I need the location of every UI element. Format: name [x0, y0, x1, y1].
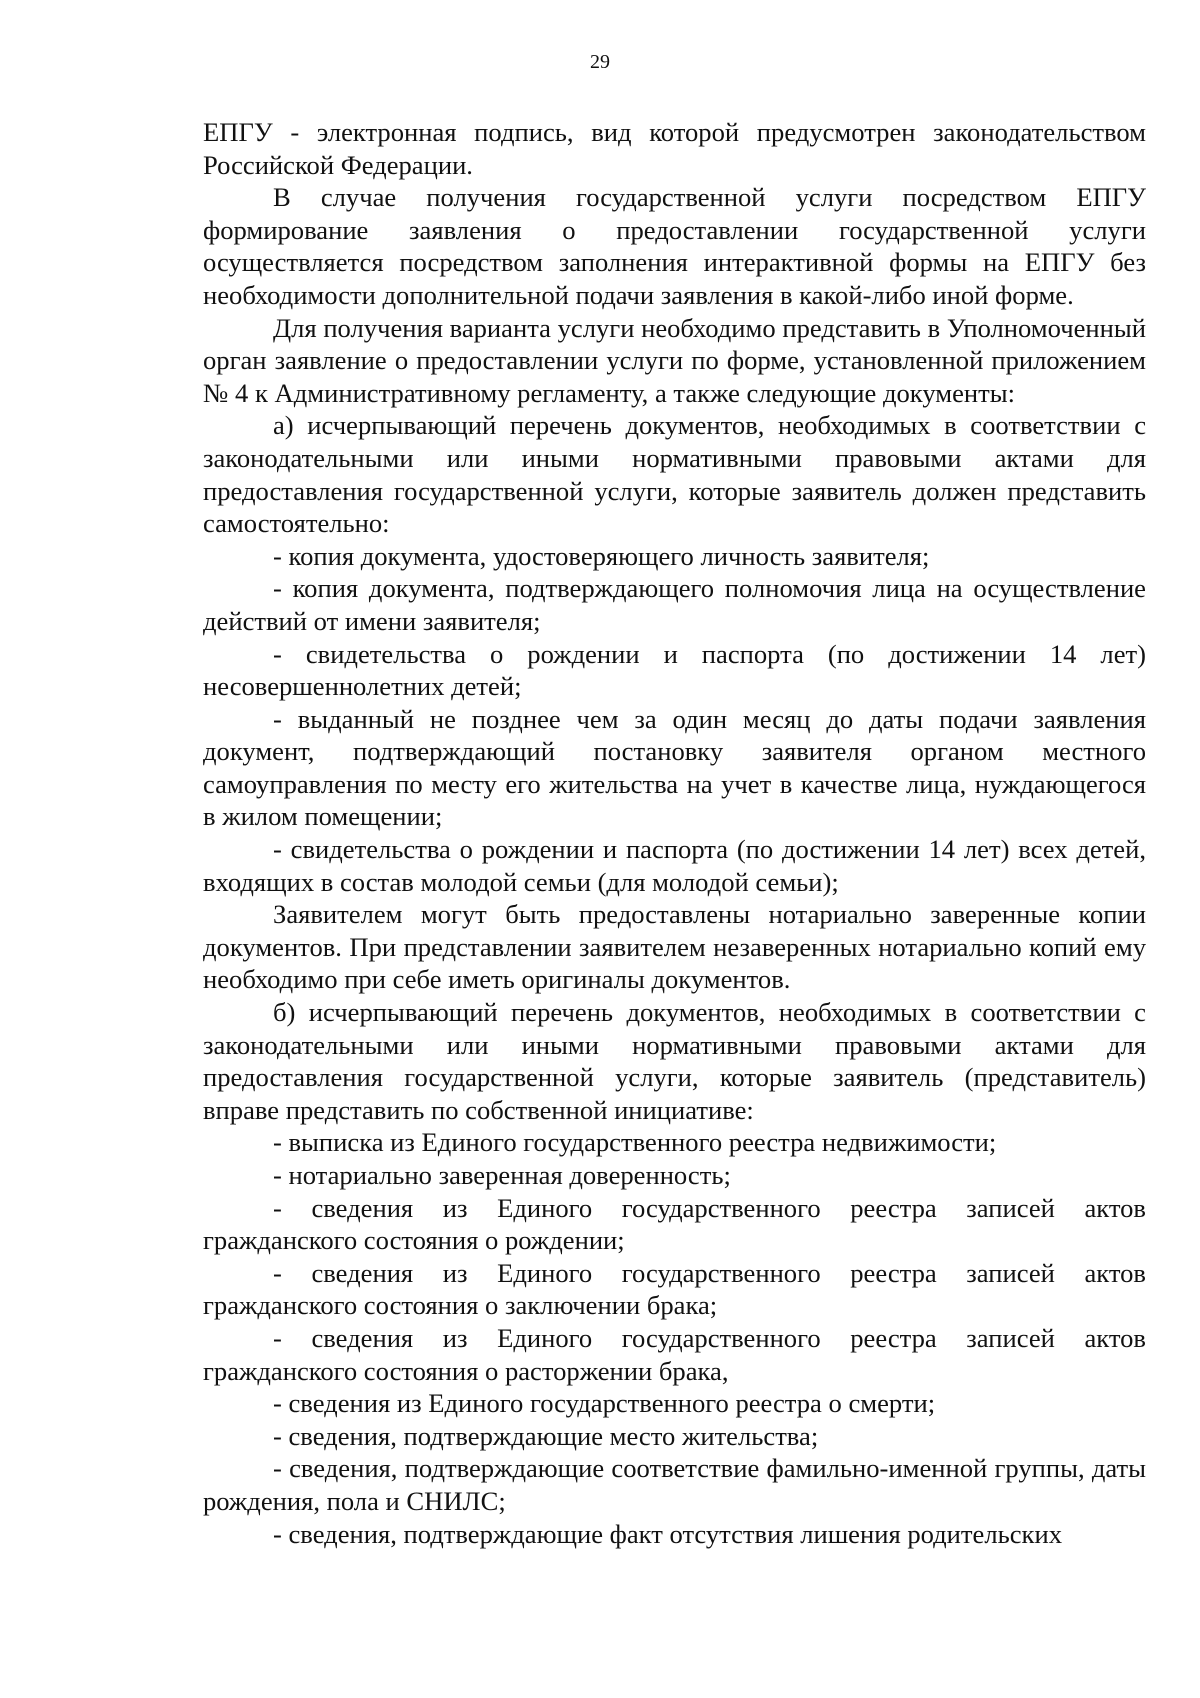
page-number: 29	[590, 51, 610, 73]
list-item: - выданный не позднее чем за один месяц до даты подачи заявления документ, подтверждающий постановку заявителя органом местного самоуправления по месту его жительства на учет в качестве лица, нуждающегося в жилом помещении;	[203, 703, 1146, 832]
list-item: - свидетельства о рождении и паспорта (по достижении 14 лет) несовершеннолетних детей;	[203, 638, 1146, 702]
list-item: - копия документа, подтверждающего полномочия лица на осуществление действий от имени заявителя;	[203, 573, 1146, 636]
list-item: - сведения из Единого государственного реестра о смерти;	[273, 1388, 936, 1419]
list-item: - сведения из Единого государственного реестра записей актов гражданского состояния о заключении брака;	[203, 1257, 1146, 1321]
paragraph: Для получения варианта услуги необходимо представить в Уполномоченный орган заявление о предоставлении услуги по форме, установленной приложением № 4 к Административному регламенту, а также следующие документы:	[203, 312, 1146, 408]
list-item: - сведения из Единого государственного реестра записей актов гражданского состояния о расторжении брака,	[203, 1322, 1146, 1386]
document-body	[203, 116, 1146, 1550]
list-item: - свидетельства о рождении и паспорта (по достижении 14 лет) всех детей, входящих в состав молодой семьи (для молодой семьи);	[203, 834, 1146, 897]
list-item: - выписка из Единого государственного реестра недвижимости;	[273, 1127, 997, 1158]
list-item: - сведения, подтверждающие соответствие фамильно-именной группы, даты рождения, пола и СНИЛС;	[203, 1453, 1146, 1516]
paragraph: В случае получения государственной услуги посредством ЕПГУ формирование заявления о предоставлении государственной услуги осуществляется посредством заполнения интерактивной формы на ЕПГУ без необходимости дополнительной подачи заявления в какой-либо иной форме.	[203, 182, 1146, 310]
paragraph: Заявителем могут быть предоставлены нотариально заверенные копии документов. При представлении заявителем незаверенных нотариально копий ему необходимо при себе иметь оригиналы документов.	[203, 899, 1146, 995]
paragraph: ЕПГУ - электронная подпись, вид которой предусмотрен законодательством Российской Федерации.	[203, 117, 1146, 180]
list-item: - сведения из Единого государственного реестра записей актов гражданского состояния о рождении;	[203, 1192, 1146, 1256]
list-item: - сведения, подтверждающие место жительства;	[273, 1420, 819, 1451]
list-intro-a: а) исчерпывающий перечень документов, необходимых в соответствии с законодательными или иными нормативными правовыми актами для предоставления государственной услуги, которые заявитель должен представить самостоятельно:	[203, 410, 1146, 539]
list-item: - нотариально заверенная доверенность;	[273, 1160, 731, 1190]
list-item: - сведения, подтверждающие факт отсутствия лишения родительских	[273, 1518, 1062, 1549]
list-item: - копия документа, удостоверяющего личность заявителя;	[273, 540, 930, 571]
list-intro-b: б) исчерпывающий перечень документов, необходимых в соответствии с законодательными или иными нормативными правовыми актами для предоставления государственной услуги, которые заявитель (представитель) вправе представить по собственной инициативе:	[203, 997, 1146, 1125]
